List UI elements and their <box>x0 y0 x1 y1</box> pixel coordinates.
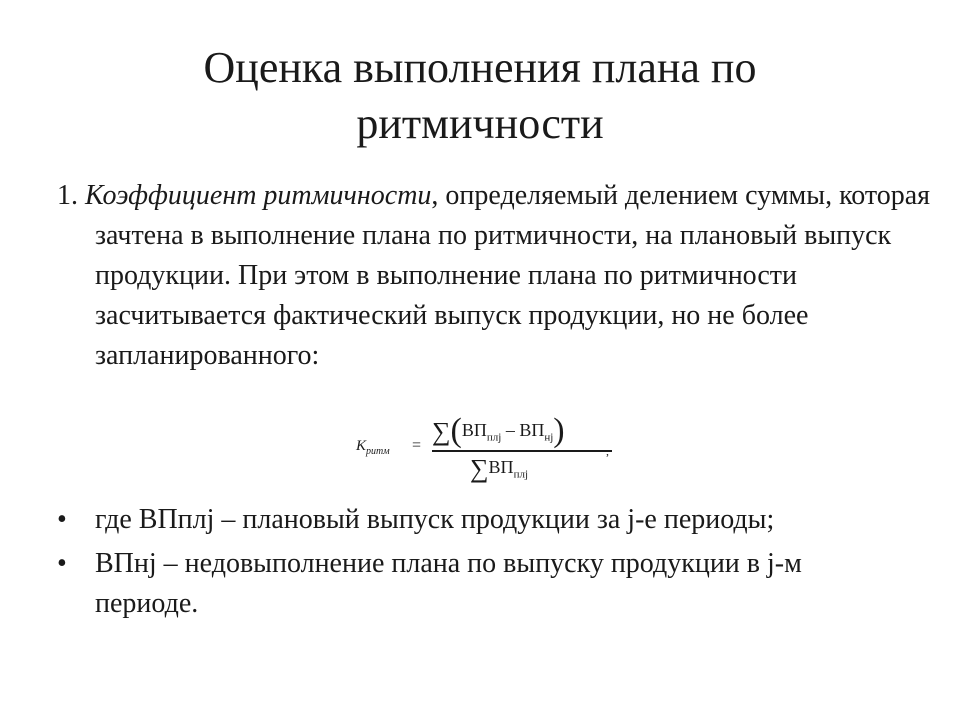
bullet-text: где ВПплj – плановый выпуск продукции за j-е периоды; <box>95 504 775 535</box>
bullet-marker: • <box>57 548 67 579</box>
list-item <box>57 544 907 624</box>
numerator-term-2-sub: нj <box>544 431 554 444</box>
formula-denominator <box>470 454 528 484</box>
slide-title-line2: ритмичности <box>356 99 604 148</box>
sum-symbol: ∑ <box>432 417 451 446</box>
denominator-term-sub: плj <box>513 468 528 481</box>
slide-title <box>80 40 880 152</box>
paragraph-number: 1. <box>57 180 78 211</box>
rhythm-coefficient-formula <box>350 410 630 490</box>
bullet-text: ВПнj – недовыполнение плана по выпуску продукции в j-м периоде. <box>95 548 802 619</box>
fraction-bar <box>432 450 612 452</box>
denominator-sum-symbol: ∑ <box>470 454 489 483</box>
numerator-term-2: ВП <box>519 420 545 440</box>
formula-lhs: $K_{ритм}$ <box>356 438 390 457</box>
slide-title-line1: Оценка выполнения плана по <box>203 43 757 92</box>
numerator-term-1: ВП <box>461 420 487 440</box>
formula-numerator <box>432 412 612 450</box>
formula-minus: – <box>505 420 515 440</box>
paren-close: ) <box>553 412 565 449</box>
formula-equals: = <box>412 437 422 454</box>
definition-paragraph <box>57 176 945 376</box>
numerator-term-1-sub: плj <box>486 431 502 444</box>
list-item <box>57 500 907 540</box>
formula-trailing-comma: , <box>606 444 609 458</box>
definitions-list <box>57 500 907 628</box>
paragraph-term: Коэффициент ритмичности <box>85 180 432 211</box>
paren-open: ( <box>450 412 462 449</box>
bullet-marker: • <box>57 504 67 535</box>
denominator-term: ВП <box>488 457 514 477</box>
paragraph-text: , определяемый делением суммы, которая зачтена в выполнение плана по ритмичности, на плановый выпуск продукции. При этом в выполнение плана по ритмичности засчитывается фактический выпуск продукции, но не более запланированного: <box>95 180 931 371</box>
formula-lhs-subscript: ритм <box>366 446 390 457</box>
